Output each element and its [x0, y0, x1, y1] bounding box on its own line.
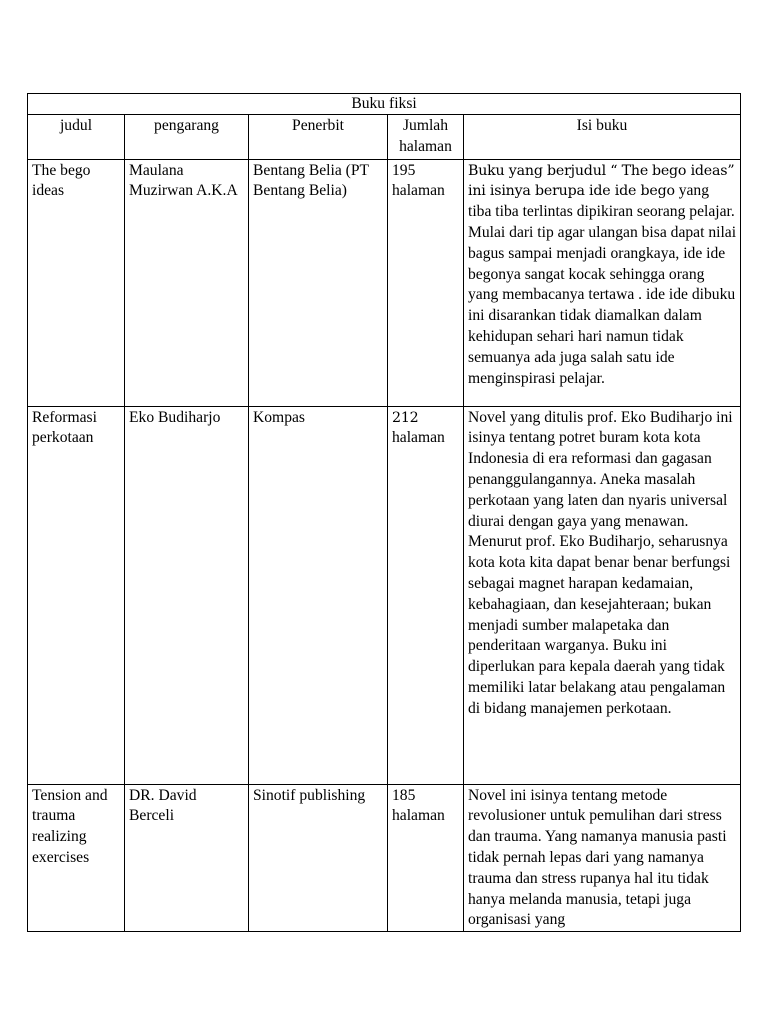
isi-text: yang tiba tiba terlintas dipikiran seorang pelajar. Mulai dari tip agar ulangan bisa dapat nilai bagus sampai menjadi orangkaya, ide ide begonya sangat kocak sehingga orang yang membacanya tertawa . ide ide dibuku ini disarankan tidak diamalkan dalam kehidupan sehari hari namun tidak semuanya ada juga salah satu ide menginspirasi pelajar. [468, 182, 737, 387]
book-table [27, 93, 741, 932]
table-row [28, 784, 741, 932]
header-jumlah-halaman: Jumlah halaman [388, 115, 464, 160]
cell-penerbit: Sinotif publishing [249, 784, 388, 932]
header-isi-buku: Isi buku [464, 115, 741, 160]
cell-penerbit: Kompas [249, 406, 388, 784]
table-caption: Buku fiksi [28, 94, 741, 115]
cell-penerbit: Bentang Belia (PT Bentang Belia) [249, 159, 388, 406]
cell-jumlah [388, 406, 464, 784]
isi-lead: Buku yang berjudul “ The [468, 162, 649, 179]
cell-pengarang: Eko Budiharjo [125, 406, 249, 784]
cell-judul: Reformasi perkotaan [28, 406, 125, 784]
cell-jumlah: 195 halaman [388, 159, 464, 406]
table-row [28, 159, 741, 406]
cell-isi: Novel yang ditulis prof. Eko Budiharjo ini isinya tentang potret buram kota kota Indonesia di era reformasi dan gagasan penanggulangannya. Aneka masalah perkotaan yang laten dan nyaris universal diurai dengan gaya yang menawan. Menurut prof. Eko Budiharjo, seharusnya kota kota kita dapat benar benar berfungsi sebagai magnet harapan kedamaian, kebahagiaan, dan kesejahteraan; bukan menjadi sumber malapetaka dan penderitaan warganya. Buku ini diperlukan para kepala daerah yang tidak memiliki latar belakang atau pengalaman di bidang manajemen perkotaan. [464, 406, 741, 784]
cell-pengarang: Maulana Muzirwan A.K.A [125, 159, 249, 406]
cell-isi [464, 159, 741, 406]
header-penerbit: Penerbit [249, 115, 388, 160]
cell-pengarang: DR. David Berceli [125, 784, 249, 932]
isi-lead-2: bego ideas” ini isinya berupa ide ide bego [468, 162, 735, 200]
jumlah-unit: halaman [392, 429, 445, 447]
header-judul: judul [28, 115, 125, 160]
cell-judul: The bego ideas [28, 159, 125, 406]
cell-isi: Novel ini isinya tentang metode revolusioner untuk pemulihan dari stress dan trauma. Yang namanya manusia pasti tidak pernah lepas dari yang namanya trauma dan stress rupanya hal itu tidak hanya melanda manusia, tetapi juga organisasi yang [464, 784, 741, 932]
table-row [28, 406, 741, 784]
cell-jumlah: 185 halaman [388, 784, 464, 932]
cell-judul: Tension and trauma realizing exercises [28, 784, 125, 932]
jumlah-number: 212 [392, 409, 419, 426]
header-pengarang: pengarang [125, 115, 249, 160]
